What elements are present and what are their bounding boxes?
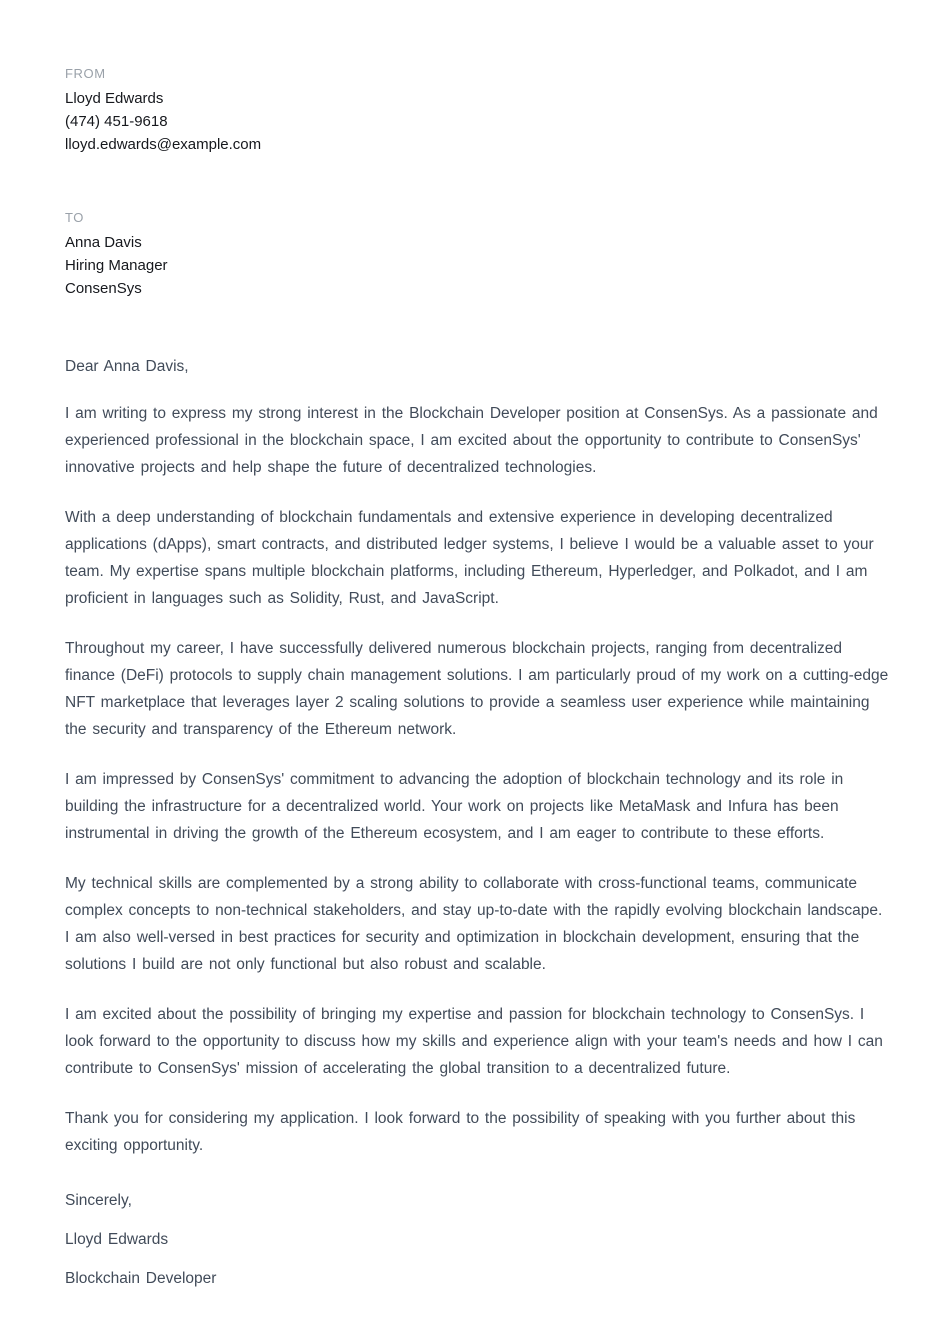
sender-block	[65, 66, 890, 156]
paragraph: I am impressed by ConsenSys' commitment to advancing the adoption of blockchain technology and its role in building the infrastructure for a decentralized world. Your work on projects like MetaMask and Infura has been instrumental in driving the growth of the Ethereum ecosystem, and I am eager to contribute to these efforts.	[65, 771, 844, 842]
signature-title: Blockchain Developer	[65, 1270, 217, 1287]
recipient-title: Hiring Manager	[65, 257, 168, 274]
paragraph: Thank you for considering my application. I look forward to the possibility of speaking with you further about this exciting opportunity.	[65, 1110, 856, 1154]
salutation: Dear Anna Davis,	[65, 358, 189, 375]
paragraph: I am writing to express my strong interest in the Blockchain Developer position at ConsenSys. As a passionate and experienced professional in the blockchain space, I am excited about the opportunity to contribute to ConsenSys' innovative projects and help shape the future of decentralized technologies.	[65, 405, 878, 476]
from-label: FROM	[65, 66, 106, 81]
paragraph: My technical skills are complemented by a strong ability to collaborate with cross-functional teams, communicate complex concepts to non-technical stakeholders, and stay up-to-date with the rapidly evolving blockchain landscape. I am also well-versed in best practices for security and optimization in blockchain development, ensuring that the solutions I build are not only functional but also robust and scalable.	[65, 875, 883, 973]
paragraph: With a deep understanding of blockchain fundamentals and extensive experience in developing decentralized applications (dApps), smart contracts, and distributed ledger systems, I believe I would be a valuable asset to your team. My expertise spans multiple blockchain platforms, including Ethereum, Hyperledger, and Polkadot, and I am proficient in languages such as Solidity, Rust, and JavaScript.	[65, 509, 874, 607]
sender-phone: (474) 451-9618	[65, 113, 168, 130]
closing: Sincerely,	[65, 1192, 132, 1209]
sender-name: Lloyd Edwards	[65, 90, 164, 107]
recipient-block	[65, 210, 890, 300]
recipient-name: Anna Davis	[65, 234, 142, 251]
signature-name: Lloyd Edwards	[65, 1231, 169, 1248]
sender-email: lloyd.edwards@example.com	[65, 136, 262, 153]
recipient-company: ConsenSys	[65, 280, 142, 297]
to-label: TO	[65, 210, 85, 225]
paragraph: Throughout my career, I have successfully delivered numerous blockchain projects, ranging from decentralized finance (DeFi) protocols to supply chain management solutions. I am particularly proud of my work on a cutting-edge NFT marketplace that leverages layer 2 scaling solutions to provide a seamless user experience while maintaining the security and transparency of the Ethereum network.	[65, 640, 889, 738]
paragraph: I am excited about the possibility of bringing my expertise and passion for blockchain technology to ConsenSys. I look forward to the opportunity to discuss how my skills and experience align with your team's needs and how I can contribute to ConsenSys' mission of accelerating the global transition to a decentralized future.	[65, 1006, 883, 1077]
